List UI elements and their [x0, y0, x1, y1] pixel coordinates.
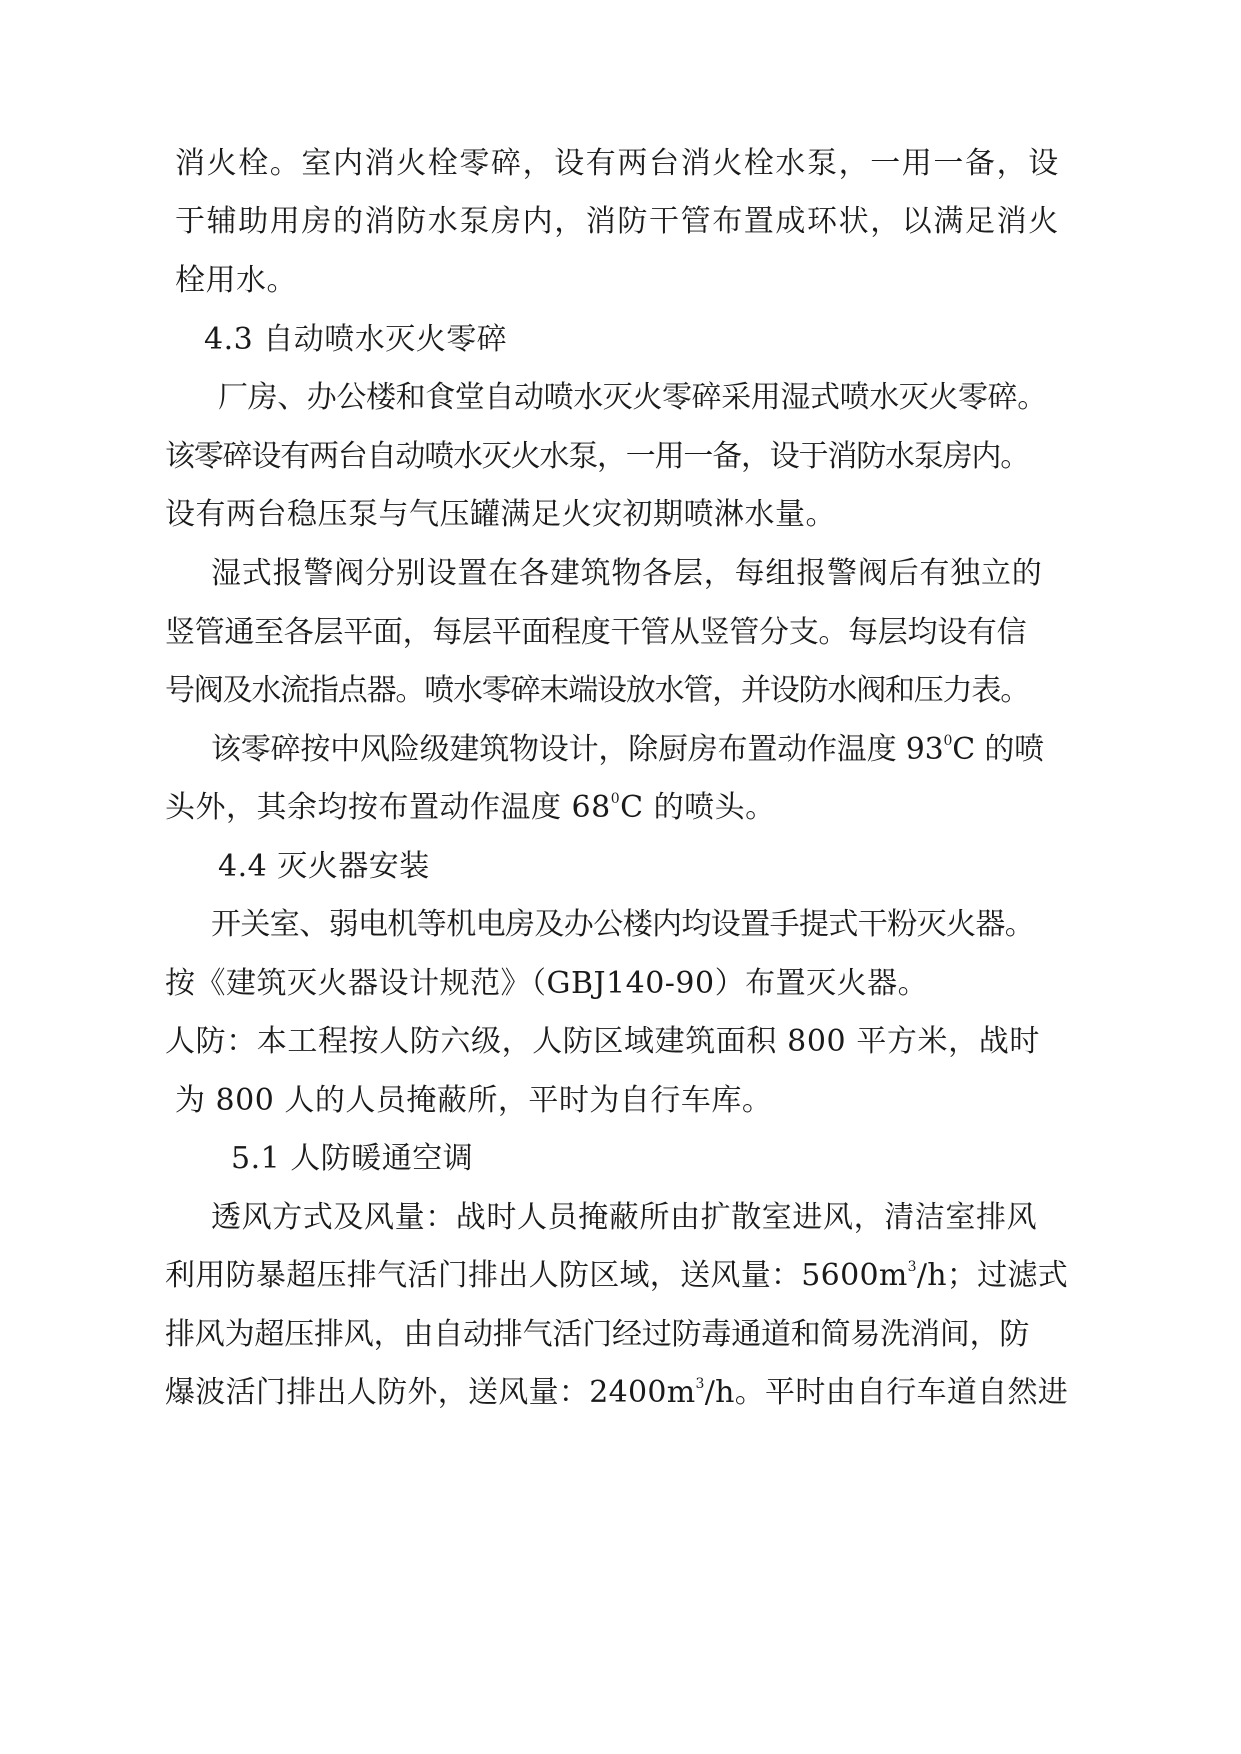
paragraph-line: 湿式报警阀分别设置在各建筑物各层，每组报警阀后有独立的: [211, 556, 1043, 591]
cubic-superscript: 3: [695, 1376, 705, 1392]
paragraph-line: 该零碎设有两台自动喷水灭火水泵，一用一备，设于消防水泵房内。: [165, 439, 1029, 474]
paragraph-line: 爆波活门排出人防外，送风量：$2400m^3/h$。平时由自行车道自然进: [165, 1375, 1069, 1410]
degree-superscript: 0: [610, 791, 621, 807]
paragraph-line: 设有两台稳压泵与气压罐满足火灾初期喷淋水量。: [165, 497, 836, 532]
paragraph-line: 厂房、办公楼和食堂自动喷水灭火零碎采用湿式喷水灭火零碎。: [218, 380, 1047, 415]
paragraph-line: 按《建筑灭火器设计规范》（GBJ140-90）布置灭火器。: [165, 966, 929, 1001]
paragraph-line: 人防：本工程按人防六级，人防区域建筑面积 800 平方米，战时: [165, 1024, 1040, 1059]
section-heading: 4.3 自动喷水灭火零碎: [204, 322, 508, 357]
paragraph-line: 栓用水。: [175, 263, 297, 298]
paragraph-line: 利用防暴超压排气活门排出人防区域，送风量：$5600m^3/h$；过滤式: [165, 1258, 1069, 1293]
paragraph-line: 号阀及水流指点器。喷水零碎末端设放水管，并设防水阀和压力表。: [165, 673, 1029, 708]
degree-superscript: 0: [943, 733, 953, 749]
paragraph-line: 竖管通至各层平面，每层平面程度干管从竖管分支。每层均设有信: [165, 615, 1027, 650]
paragraph-line: 开关室、弱电机等机电房及办公楼内均设置手提式干粉灭火器。: [211, 907, 1035, 942]
section-heading: 4.4 灭火器安装: [218, 849, 430, 884]
paragraph-line: 于辅助用房的消防水泵房内，消防干管布置成环状，以满足消火: [175, 204, 1060, 239]
paragraph-line: 头外，其余均按布置动作温度 $68^0C$ 的喷头。: [165, 790, 776, 825]
paragraph-line: 消火栓。室内消火栓零碎，设有两台消火栓水泵，一用一备，设: [175, 146, 1060, 181]
paragraph-line: 排风为超压排风，由自动排气活门经过防毒通道和简易洗消间，防: [165, 1317, 1030, 1352]
section-heading: 5.1 人防暖通空调: [231, 1141, 474, 1176]
paragraph-line: 为 800 人的人员掩蔽所，平时为自行车库。: [175, 1083, 773, 1118]
paragraph-line: 透风方式及风量：战时人员掩蔽所由扩散室进风，清洁室排风: [211, 1200, 1038, 1235]
cubic-superscript: 3: [907, 1259, 917, 1275]
paragraph-line: 该零碎按中风险级建筑物设计，除厨房布置动作温度 $93^0C$ 的喷: [211, 732, 1044, 767]
